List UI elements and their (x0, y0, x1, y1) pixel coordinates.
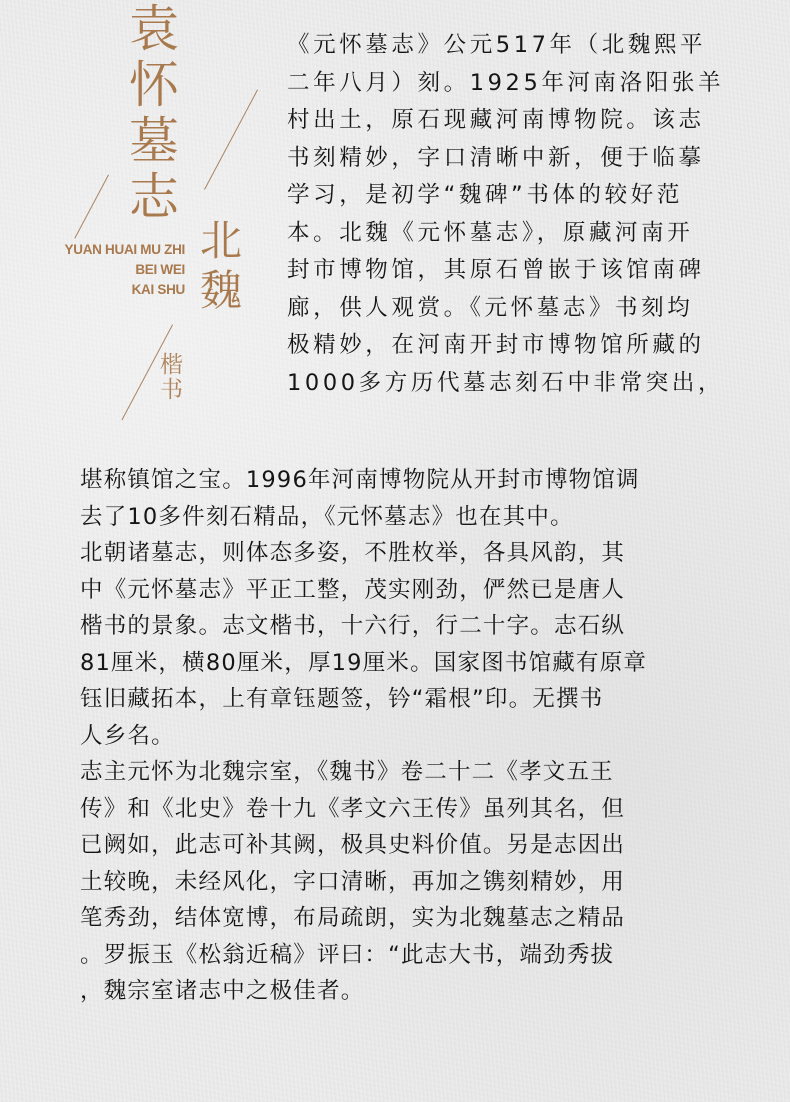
body-line: 堪称镇馆之宝。1996年河南博物院从开封市博物馆调 (80, 467, 640, 493)
body-line: 中《元怀墓志》平正工整，茂实刚劲，俨然已是唐人 (80, 576, 626, 603)
body-line: 土较晚，未经风化，字口清晰，再加之镌刻精妙，用 (80, 868, 626, 895)
body-line: 楷书的景象。志文楷书，十六行，行二十字。志石纵 (80, 613, 626, 639)
body-line: 已阙如，此志可补其阙，极具史料价值。另是志因出 (80, 832, 626, 858)
title-pinyin (65, 240, 185, 300)
body-line: 钰旧藏拓本，上有章钰题签，钤“霜根”印。无撰书 (80, 686, 604, 712)
intro-line: 二年八月）刻。1925年河南洛阳张羊 (287, 69, 725, 96)
body-line: 志主元怀为北魏宗室，《魏书》卷二十二《孝文五王 (80, 759, 614, 785)
body-line: ，魏宗室诸志中之极佳者。 (80, 978, 365, 1004)
title-style: 楷书 (156, 352, 182, 402)
decorative-line-2 (74, 175, 109, 239)
intro-line: 封市博物馆，其原石曾嵌于该馆南碑 (287, 257, 705, 283)
intro-line: 廊，供人观赏。《元怀墓志》书刻均 (287, 294, 694, 321)
body-line: 笔秀劲，结体宽博，布局疏朗，实为北魏墓志之精品 (80, 905, 626, 931)
intro-line: 书刻精妙，字口清晰中新，便于临摹 (287, 144, 705, 171)
body-line: 去了10多件刻石精品，《元怀墓志》也在其中。 (80, 503, 574, 530)
body-line: 北朝诸墓志，则体态多姿，不胜枚举，各具风韵，其 (80, 540, 626, 566)
intro-line: 《元怀墓志》公元517年（北魏熙平 (287, 32, 707, 58)
intro-paragraph (287, 27, 737, 402)
body-line: 81厘米，横80厘米，厚19厘米。国家图书馆藏有原章 (80, 649, 648, 676)
body-line: 人乡名。 (80, 722, 175, 749)
intro-line: 学习，是初学“魏碑”书体的较好范 (287, 182, 683, 208)
title-dynasty: 北魏 (194, 218, 243, 318)
intro-line: 极精妙，在河南开封市博物馆所藏的 (287, 332, 705, 358)
pinyin-line-1: YUAN HUAI MU ZHI (64, 242, 185, 257)
pinyin-line-3: KAI SHU (131, 282, 185, 297)
body-paragraphs (80, 462, 720, 1010)
intro-line: 村出土，原石现藏河南博物院。该志 (287, 107, 705, 133)
intro-line: 1000多方历代墓志刻石中非常突出， (287, 369, 725, 396)
decorative-line-1 (204, 90, 258, 190)
body-line: 。罗振玉《松翁近稿》评曰：“此志大书，端劲秀拔 (80, 941, 615, 968)
pinyin-line-2: BEI WEI (135, 262, 185, 277)
body-line: 传》和《北史》卷十九《孝文六王传》虽列其名，但 (80, 795, 626, 822)
title-main: 袁怀墓志 (121, 2, 179, 226)
intro-line: 本。北魏《元怀墓志》，原藏河南开 (287, 219, 694, 246)
